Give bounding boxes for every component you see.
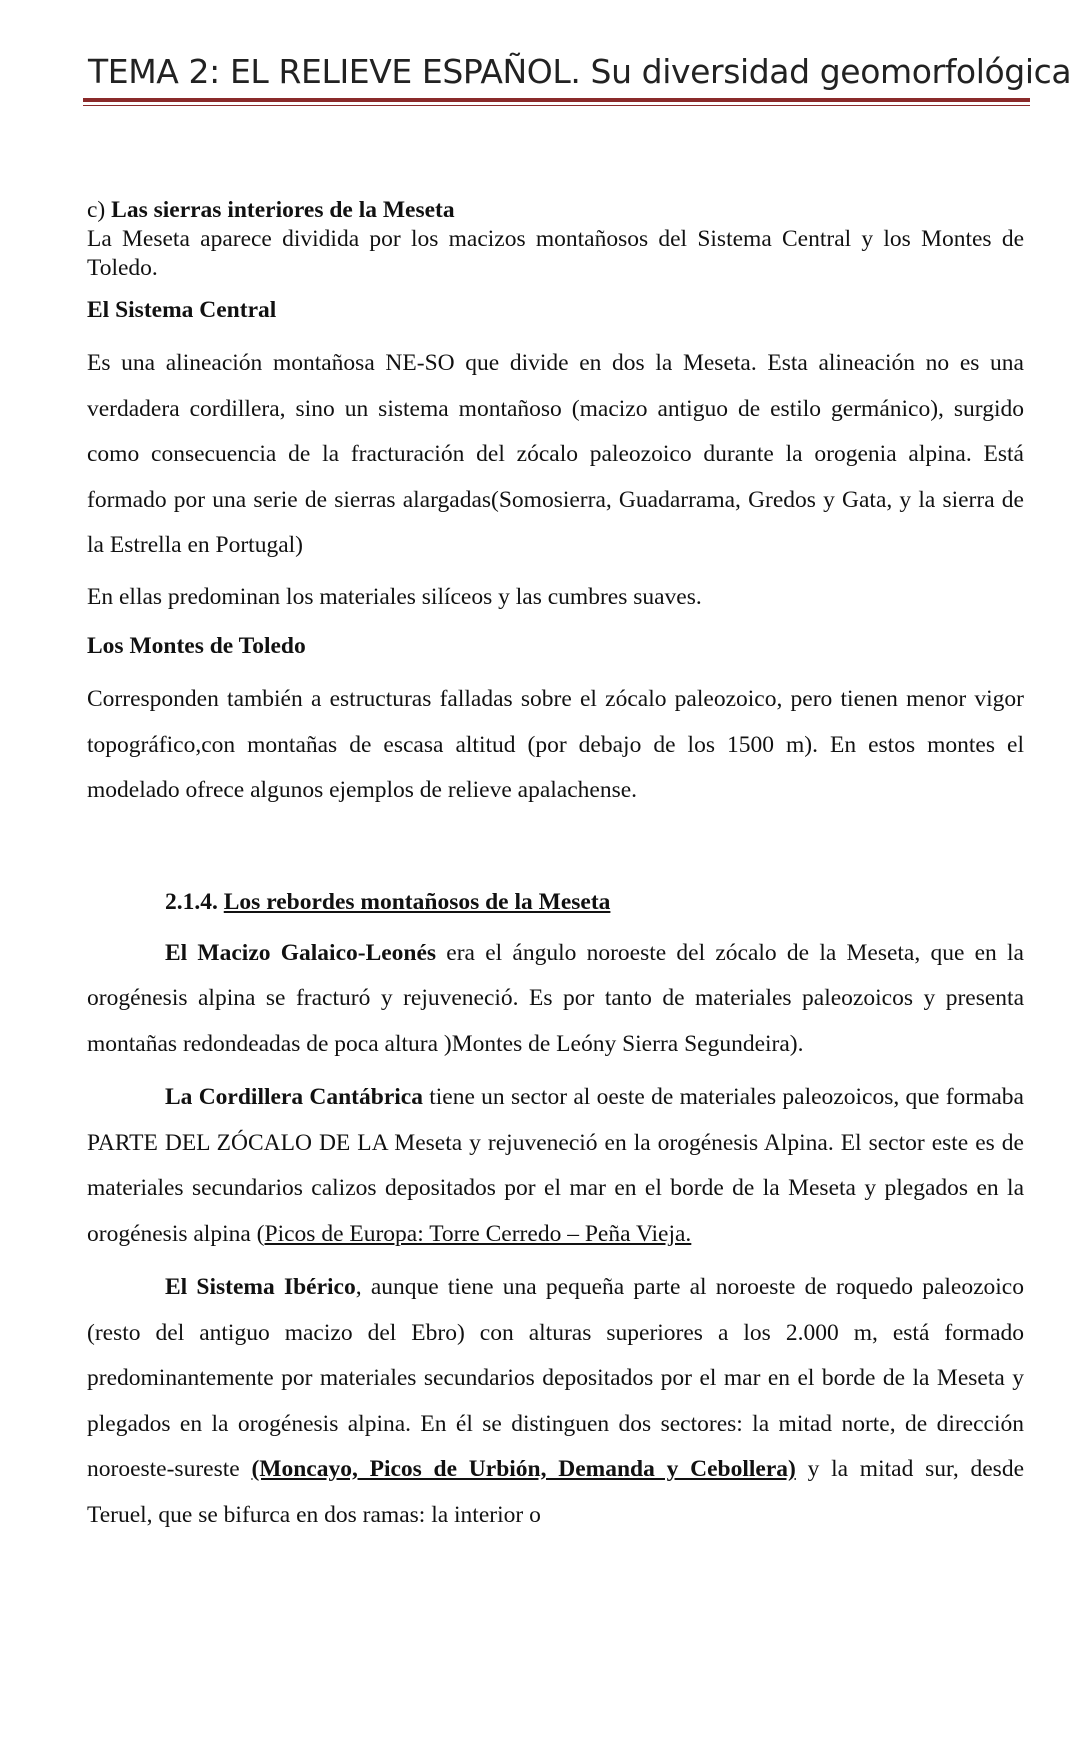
sistema-central-heading [87, 296, 1024, 325]
montes-toledo-paragraph: Corresponden también a estructuras falladas sobre el zócalo paleozoico, pero tienen menor vigor topográfico,con montañas de escasa altitud (por debajo de los 1500 m). En estos montes el modelado ofrece algunos ejemplos de relieve apalachense. [87, 686, 1024, 803]
section-c-title: Las sierras interiores de la Meseta [111, 197, 455, 223]
section-214-title: Los rebordes montañosos de la Meseta [223, 888, 611, 915]
macizo-galaico-name: El Macizo Galaico-Leonés [165, 939, 437, 966]
header-rule-thin [83, 105, 1030, 106]
sistema-iberico-paragraph [87, 1265, 1024, 1538]
page-header-title: TEMA 2: EL RELIEVE ESPAÑOL. Su diversidad geomorfológica [88, 52, 1072, 91]
section-c-heading [87, 196, 1024, 225]
section-214-number: 2.1.4. [165, 888, 224, 915]
macizo-galaico-paragraph [87, 931, 1024, 1068]
cordillera-cantabrica-name: La Cordillera Cantábrica [165, 1084, 423, 1110]
document-body [87, 196, 1024, 1538]
moncayo-underlined: (Moncayo, Picos de Urbión, Demanda y Cebollera) [251, 1456, 796, 1482]
montes-toledo-heading [87, 632, 1024, 661]
header-rule-thick [83, 98, 1030, 102]
montes-toledo-heading-text: Los Montes de Toledo [87, 633, 306, 659]
picos-de-europa-underlined: Picos de Europa: Torre Cerredo – Peña Vieja. [264, 1220, 692, 1247]
macizo-galaico-text: era el ángulo noroeste del zócalo de la Meseta, que en la orogénesis alpina se fracturó y rejuveneció. Es por tanto de materiales paleozoicos y presenta montañas redondeadas de poca altura )Montes de Leóny Sierra Segundeira). [87, 939, 1024, 1057]
sistema-iberico-text: , aunque tiene una pequeña parte al noroeste de roquedo paleozoico (resto del antiguo macizo del Ebro) con alturas superiores a los 2.000 m, está formado predominantemente por materiales secundarios depositados por el mar en el borde de la Meseta y plegados en la orogénesis alpina. En él se distinguen dos sectores: la mitad norte, de dirección noroeste-sureste [87, 1274, 1024, 1482]
sistema-central-paragraph-2: En ellas predominan los materiales silíceos y las cumbres suaves. [87, 583, 702, 610]
sistema-iberico-name: El Sistema Ibérico [165, 1274, 356, 1300]
section-214-heading [87, 888, 1024, 917]
section-c-intro: La Meseta aparece dividida por los macizos montañosos del Sistema Central y los Montes de Toledo. [87, 226, 1024, 281]
sistema-central-heading-text: El Sistema Central [87, 297, 277, 323]
cordillera-cantabrica-text: tiene un sector al oeste de materiales paleozoicos, que formaba PARTE DEL ZÓCALO DE LA Meseta y rejuveneció en la orogénesis Alpina. El sector este es de materiales secundarios calizos depositados por el mar en el borde de la Meseta y plegados en la orogénesis alpina ( [87, 1084, 1024, 1247]
section-c-prefix: c) [87, 197, 112, 223]
sistema-central-paragraph: Es una alineación montañosa NE-SO que divide en dos la Meseta. Esta alineación no es una verdadera cordillera, sino un sistema montañoso (macizo antiguo de estilo germánico), surgido como consecuencia de la fracturación del zócalo paleozoico durante la orogenia alpina. Está formado por una serie de sierras alargadas(Somosierra, Guadarrama, Gredos y Gata, y la sierra de la Estrella en Portugal) [87, 350, 1024, 558]
sistema-iberico-text-end: y la mitad sur, desde Teruel, que se bifurca en dos ramas: la interior o [87, 1456, 1024, 1528]
cordillera-cantabrica-paragraph [87, 1075, 1024, 1257]
